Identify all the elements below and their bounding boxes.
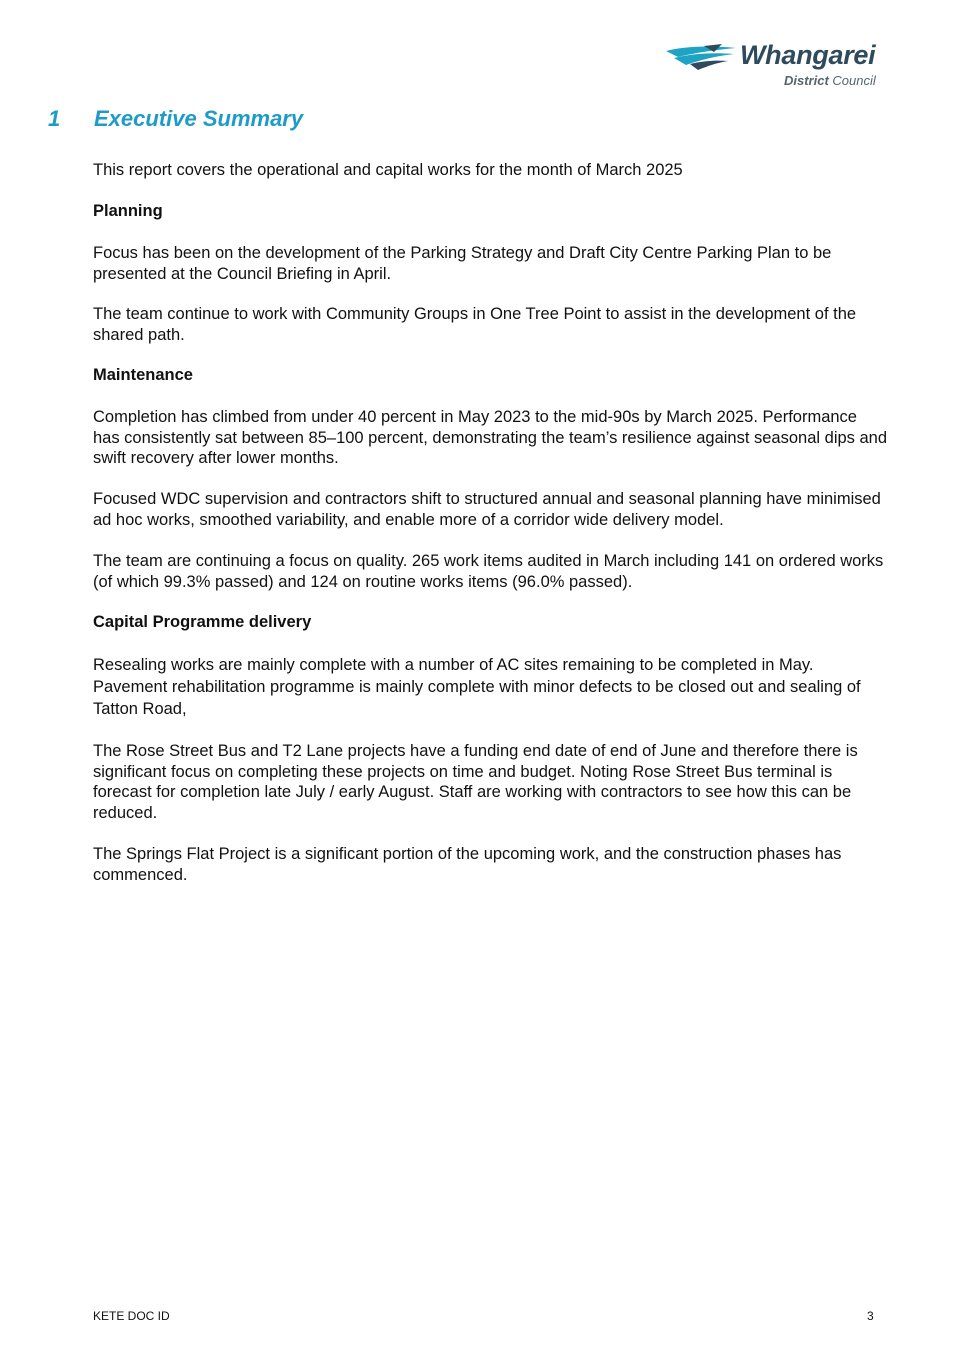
wave-logo-icon — [664, 42, 740, 72]
council-logo — [664, 40, 884, 92]
capital-heading: Capital Programme delivery — [93, 613, 312, 631]
planning-paragraph-2: The team continue to work with Community Groups in One Tree Point to assist in the development of the shared path. — [93, 305, 857, 344]
intro-paragraph: This report covers the operational and capital works for the month of March 2025 — [93, 161, 683, 179]
capital-paragraph-2: The Rose Street Bus and T2 Lane projects have a funding end date of end of June and therefore there is significant focus on completing these projects on time and budget. Noting Rose Street Bus terminal is forecast for completion late July / early August. Staff are working with contractors to see how this can be reduced. — [93, 742, 858, 822]
page-number: 3 — [867, 1309, 874, 1323]
maintenance-heading: Maintenance — [93, 366, 193, 384]
logo-subtitle-bold: District — [784, 73, 829, 88]
section-number: 1 — [48, 106, 61, 131]
logo-subtitle-light: Council — [832, 73, 876, 88]
logo-name: Whangarei — [740, 40, 876, 70]
planning-paragraph-1: Focus has been on the development of the Parking Strategy and Draft City Centre Parking Plan to be presented at the Council Briefing in April. — [93, 244, 832, 283]
maintenance-paragraph-1: Completion has climbed from under 40 percent in May 2023 to the mid-90s by March 2025. Performance has consistently sat between 85–100 percent, demonstrating the team’s resilience against seasonal dips and swift recovery after lower months. — [93, 408, 888, 467]
footer-doc-id: KETE DOC ID — [93, 1309, 170, 1323]
capital-paragraph-1: Resealing works are mainly complete with a number of AC sites remaining to be completed in May. Pavement rehabilitation programme is mainly complete with minor defects to be closed out and sealing of Tatton Road, — [93, 656, 861, 718]
section-title: Executive Summary — [94, 106, 304, 131]
planning-heading: Planning — [93, 202, 163, 220]
capital-paragraph-3: The Springs Flat Project is a significant portion of the upcoming work, and the construction phases has commenced. — [93, 845, 842, 884]
logo-subtitle — [784, 73, 876, 88]
maintenance-paragraph-2: Focused WDC supervision and contractors shift to structured annual and seasonal planning have minimised ad hoc works, smoothed variability, and enable more of a corridor wide delivery model. — [93, 490, 881, 529]
maintenance-paragraph-3: The team are continuing a focus on quality. 265 work items audited in March including 141 on ordered works (of which 99.3% passed) and 124 on routine works items (96.0% passed). — [93, 552, 884, 591]
